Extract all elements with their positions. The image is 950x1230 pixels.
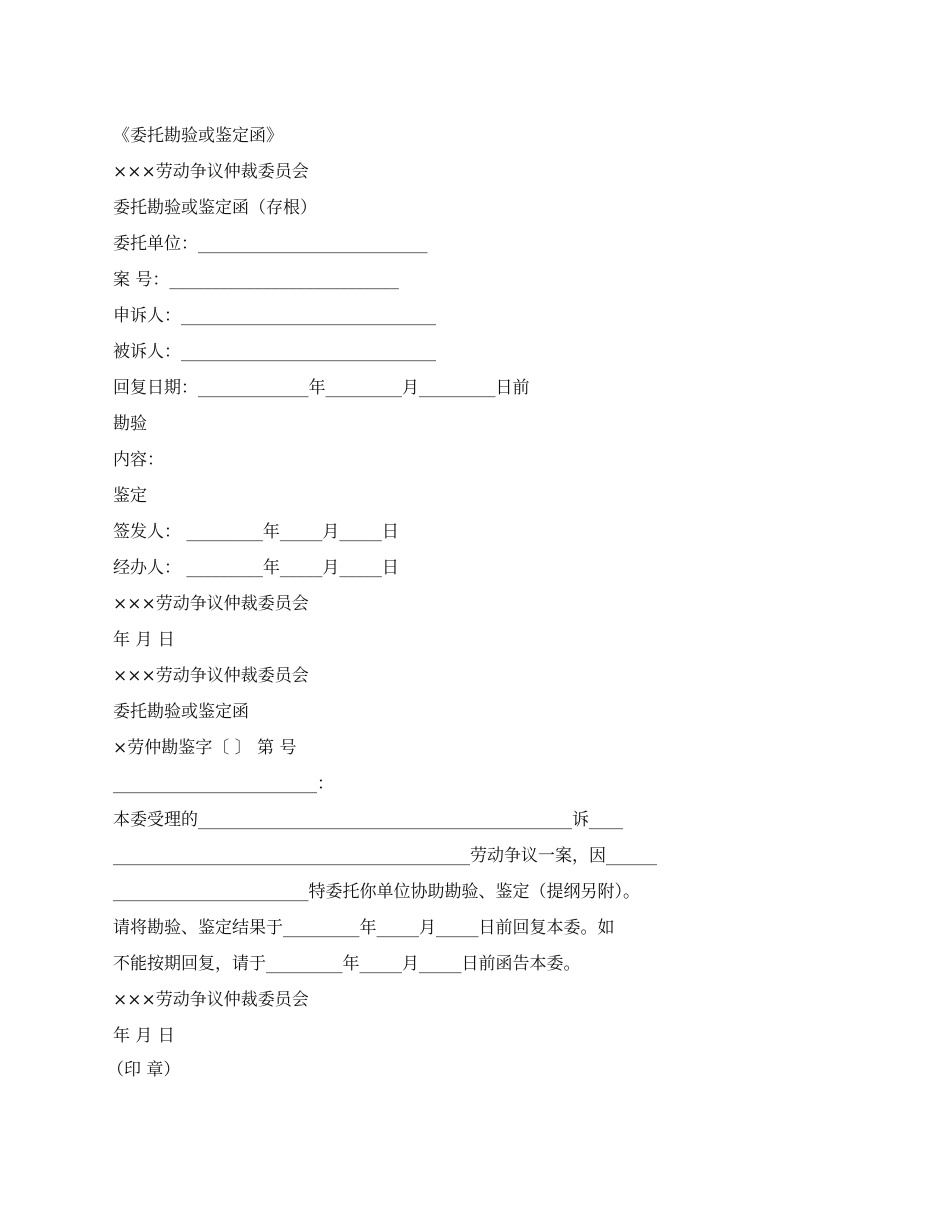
stub-org-name: ×××劳动争议仲裁委员会 (113, 162, 309, 182)
letter-body-line-3: _______________________特委托你单位协助勘验、鉴定（提纲另附）。 (113, 882, 640, 902)
stub-case-number-field: 案 号：___________________________ (113, 270, 399, 290)
letter-seal-placeholder: （印 章） (107, 1060, 181, 1080)
stub-reply-date-field: 回复日期：_____________年_________月_________日前 (113, 378, 530, 398)
stub-content-label-inspection: 勘验 (113, 414, 147, 434)
stub-content-label-appraisal: 鉴定 (113, 486, 147, 506)
letter-org-name: ×××劳动争议仲裁委员会 (113, 666, 309, 686)
stub-handler-field: 经办人： _________年_____月_____日 (113, 558, 399, 578)
stub-entrusted-unit-field: 委托单位：___________________________ (113, 234, 428, 254)
letter-body-line-4: 请将勘验、鉴定结果于_________年_____月_____日前回复本委。如 (113, 918, 615, 938)
stub-footer-org-name: ×××劳动争议仲裁委员会 (113, 594, 309, 614)
letter-footer-org-name: ×××劳动争议仲裁委员会 (113, 990, 309, 1010)
document-title: 《委托勘验或鉴定函》 (113, 126, 283, 146)
letter-footer-date: 年 月 日 (113, 1026, 175, 1046)
stub-content-label: 内容： (113, 450, 164, 470)
letter-body-line-5: 不能按期回复，请于_________年_____月_____日前函告本委。 (113, 954, 581, 974)
stub-complainant-field: 申诉人：______________________________ (113, 306, 436, 326)
stub-footer-date: 年 月 日 (113, 630, 175, 650)
letter-heading: 委托勘验或鉴定函 (113, 702, 249, 722)
stub-issuer-field: 签发人： _________年_____月_____日 (113, 522, 399, 542)
letter-body-line-1: 本委受理的____________________________________________诉____ (113, 810, 623, 830)
letter-reference-number: ×劳仲勘鉴字〔 〕 第 号 (113, 738, 297, 758)
stub-respondent-field: 被诉人：______________________________ (113, 342, 436, 362)
letter-addressee-field: ________________________： (113, 774, 334, 794)
letter-body-line-2: __________________________________________劳动争议一案，因______ (113, 846, 657, 866)
stub-heading: 委托勘验或鉴定函（存根） (113, 198, 317, 218)
